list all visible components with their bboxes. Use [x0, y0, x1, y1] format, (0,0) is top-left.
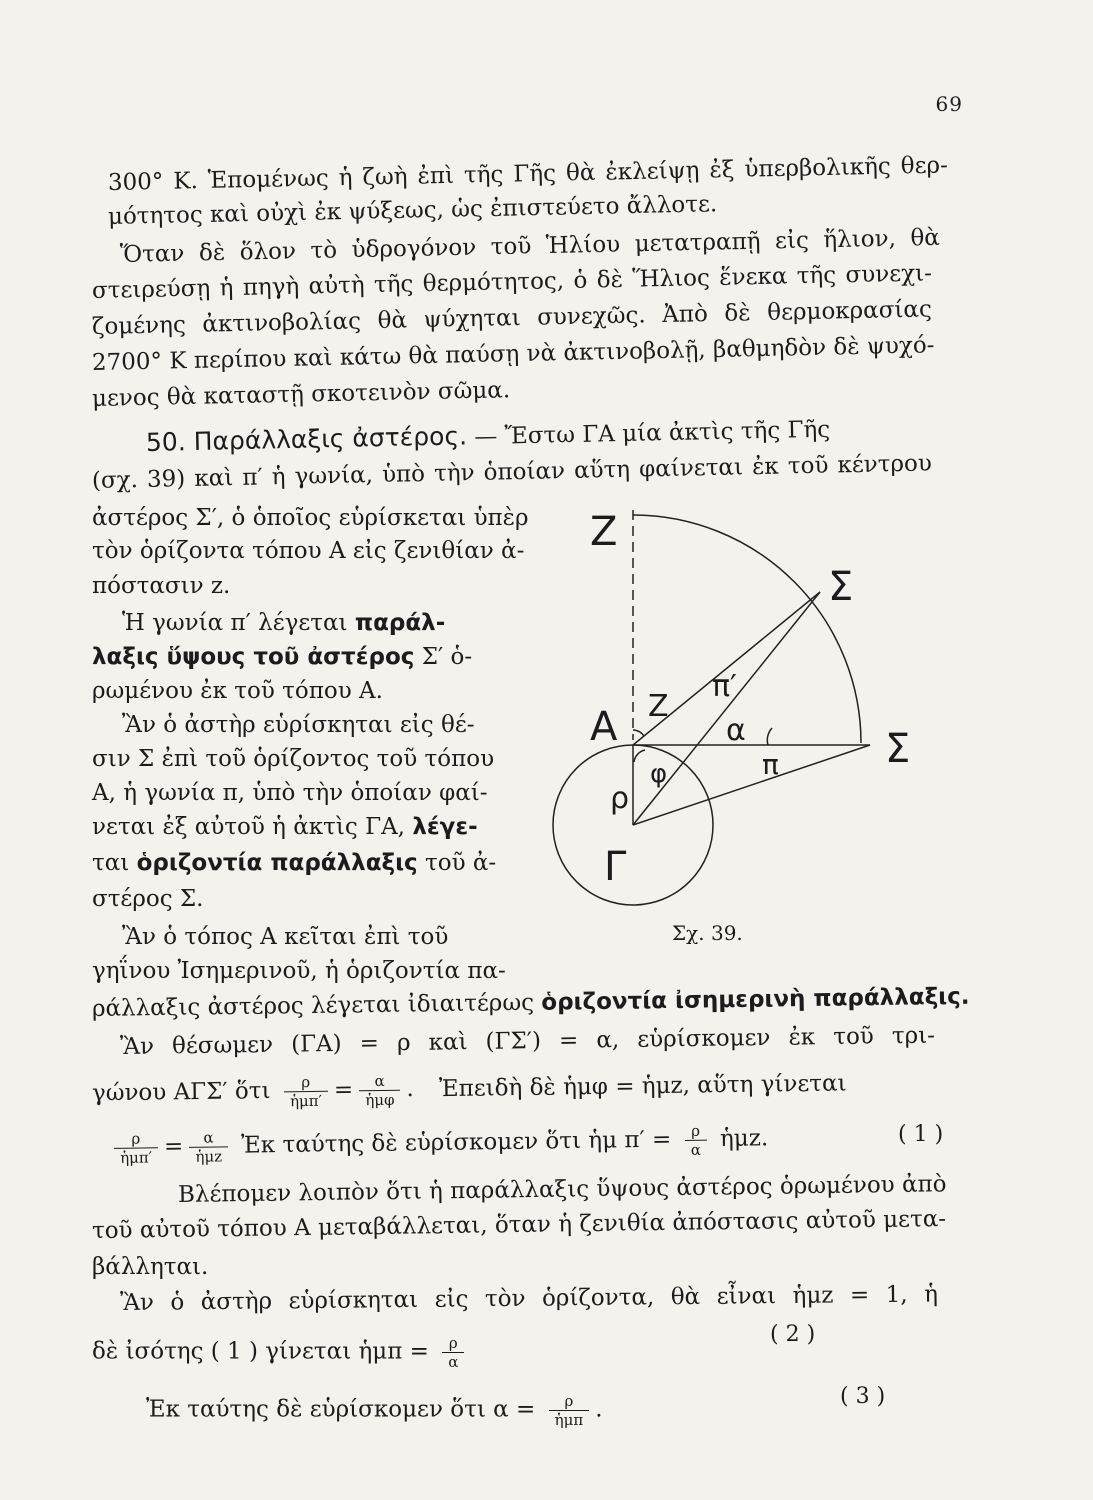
text-line	[122, 608, 445, 638]
equation-number: ( 1 )	[898, 1122, 944, 1147]
line-g-sigma	[633, 745, 870, 825]
equation-line: Ἐκ ταύτης δὲ εὑρίσκομεν ὅτι α = $\frac{\rho}{\text{ἡμπ}}$ .	[146, 1392, 603, 1429]
label-angle-z: Z	[648, 689, 669, 724]
label-pi-prime: π′	[712, 669, 737, 704]
text-line: ζομένης ἀκτινοβολίας θὰ ψύχηται συνεχῶς. Ἀπὸ δὲ θερμοκρασίας	[91, 296, 933, 340]
text-line: τὸν ὁρίζοντα τόπου Α εἰς ζενιθίαν ἀ-	[92, 538, 525, 564]
text-line: στέρος Σ.	[92, 886, 204, 912]
text-line: Ἂν ὁ τόπος Α κεῖται ἐπὶ τοῦ	[122, 924, 449, 950]
label-gamma: Γ	[604, 844, 627, 890]
label-a: A	[590, 704, 618, 750]
text-span: — Ἔστω ΓΑ μία ἀκτὶς τῆς Γῆς	[474, 416, 831, 451]
fraction: $\frac{\rho}{\text{ἡμπ′}}$	[114, 1129, 159, 1167]
term: λαξις ὕψους τοῦ ἀστέρος	[92, 644, 415, 670]
fraction: $\frac{\rho}{\text{ἡμπ}}$	[549, 1392, 590, 1429]
angle-z-arc	[633, 730, 644, 736]
text-line: Βλέπομεν λοιπὸν ὅτι ἡ παράλλαξις ὕψους ἀστέρος ὁρωμένου ἀπὸ	[177, 1171, 947, 1208]
text-line: πόστασιν z.	[92, 573, 231, 599]
text-span: γώνου ΑΓΣ′ ὅτι	[91, 1078, 271, 1107]
text-line: στειρεύσῃ ἡ πηγὴ αὐτὴ τῆς θερμότητος, ὁ δὲ Ἥλιος ἕνεκα τῆς συνεχι-	[91, 260, 933, 304]
text-span: Σ′ ὁ-	[421, 644, 473, 670]
text-line: Ὅταν δὲ ὅλον τὸ ὑδρογόνον τοῦ Ἡλίου μετατραπῇ εἰς ἥλιον, θὰ	[119, 224, 941, 268]
text-line: 300° Κ. Ἑπομένως ἡ ζωὴ ἐπὶ τῆς Γῆς θὰ ἐκλείψῃ ἐξ ὑπερβολικῆς θερ-	[107, 152, 949, 196]
text-line: (σχ. 39) καὶ π′ ἡ γωνία, ὑπὸ τὴν ὁποίαν αὕτη φαίνεται ἐκ τοῦ κέντρου	[91, 450, 933, 494]
text-line: σιν Σ ἐπὶ τοῦ ὁρίζοντος τοῦ τόπου	[92, 746, 495, 772]
term: ὁριζοντία ἰσημερινὴ παράλλαξις.	[541, 983, 970, 1016]
text-line: τοῦ αὐτοῦ τόπου Α μεταβάλλεται, ὅταν ἡ ζενιθία ἀπόστασις αὐτοῦ μετα-	[91, 1206, 947, 1244]
text-line: ρωμένου ἐκ τοῦ τόπου Α.	[92, 678, 383, 704]
text-line	[92, 982, 970, 1024]
equation-line	[92, 1334, 470, 1371]
fraction: $\frac{\alpha}{\text{ἡμφ}}$	[359, 1072, 401, 1110]
figure-caption: Σχ. 39.	[672, 921, 743, 945]
equation-number: ( 3 )	[840, 1384, 886, 1409]
angle-phi-arc	[634, 750, 645, 762]
term: λέγε-	[412, 814, 478, 840]
text-line: μότητος καὶ οὐχὶ ἐκ ψύξεως, ὡς ἐπιστεύετο ἄλλοτε.	[107, 191, 718, 230]
label-rho: ρ	[610, 781, 630, 816]
text-line: 2700° Κ περίπου καὶ κάτω θὰ παύσῃ νὰ ἀκτινοβολῇ, βαθμηδὸν δὲ ψυχό-	[91, 332, 935, 376]
text-span: τοῦ ἀ-	[425, 850, 497, 876]
text-span: Ἐκ ταύτης δὲ εὑρίσκομεν ὅτι α =	[146, 1396, 536, 1423]
text-span: ἡμz.	[719, 1125, 769, 1152]
text-line: Ἂν ὁ ἀστὴρ εὑρίσκηται εἰς τὸν ὁρίζοντα, θὰ εἶναι ἡμz = 1, ἡ	[119, 1281, 939, 1316]
equation-line: $\frac{\rho}{\text{ἡμπ′}}$ = $\frac{\alpha}{\text{ἡμz}}$ Ἐκ ταύτης δὲ εὑρίσκομεν ὅτι ἡμ π′ = $\frac{\rho}{\alpha}$ ἡμz.	[108, 1121, 769, 1167]
text-line: γηΐνου Ἰσημερινοῦ, ἡ ὁριζοντία πα-	[92, 958, 506, 984]
term: ὁριζοντία παράλλαξις	[136, 850, 418, 876]
fraction: $\frac{\rho}{\alpha}$	[442, 1334, 464, 1371]
page-number: 69	[935, 92, 963, 116]
text-span: Ἐπειδὴ δὲ ἡμφ = ἡμz, αὕτη γίνεται	[438, 1069, 847, 1102]
text-span: Ἡ γωνία π′ λέγεται	[122, 610, 348, 636]
angle-pi-arc	[767, 728, 772, 745]
text-line: ἀστέρος Σ′, ὁ ὁποῖος εὑρίσκεται ὑπὲρ	[92, 505, 529, 531]
text-span: ται	[92, 850, 130, 876]
fraction: $\frac{\rho}{\text{ἡμπ′}}$	[284, 1073, 329, 1111]
equation-number: ( 2 )	[770, 1322, 816, 1347]
equation-line: γώνου ΑΓΣ′ ὅτι $\frac{\rho}{\text{ἡμπ′}}$ = $\frac{\alpha}{\text{ἡμφ}}$ . Ἐπειδὴ δὲ ἡμφ = ἡμz, αὕτη γίνεται	[91, 1069, 847, 1111]
section-heading: 50. Παράλλαξις ἀστέρος.	[145, 421, 468, 457]
fraction: $\frac{\alpha}{\text{ἡμz}}$	[189, 1128, 228, 1166]
text-line: Ἂν ὁ ἀστὴρ εὑρίσκηται εἰς θέ-	[122, 712, 475, 738]
text-line	[92, 812, 478, 842]
text-span: Ἐκ ταύτης δὲ εὑρίσκομεν ὅτι ἡμ π′ =	[241, 1126, 672, 1159]
text-line	[92, 642, 472, 672]
label-pi: π	[762, 748, 779, 781]
text-line: βάλληται.	[92, 1254, 209, 1280]
text-span: νεται ἐξ αὐτοῦ ἡ ἀκτὶς ΓΑ,	[92, 814, 405, 840]
text-line: Α, ἡ γωνία π, ὑπὸ τὴν ὁποίαν φαί-	[92, 780, 488, 806]
label-alpha: α	[726, 713, 746, 748]
label-sigma-prime: Σ	[828, 564, 854, 610]
text-line	[92, 848, 496, 878]
label-phi: φ	[650, 759, 668, 789]
text-line: Ἂν θέσωμεν (ΓΑ) = ρ καὶ (ΓΣ′) = α, εὑρίσκομεν ἐκ τοῦ τρι-	[119, 1022, 936, 1060]
text-line: μενος θὰ καταστῇ σκοτεινὸν σῶμα.	[91, 377, 511, 412]
text-span: δὲ ἰσότης ( 1 ) γίνεται ἡμπ =	[92, 1338, 429, 1365]
fraction: $\frac{\rho}{\alpha}$	[684, 1122, 707, 1159]
term: παράλ-	[354, 610, 446, 636]
text-span: ράλλαξις ἀστέρος λέγεται ἰδιαιτέρως	[91, 989, 535, 1022]
label-zenith: Z	[590, 509, 618, 555]
label-sigma: Σ	[885, 726, 911, 772]
figure-39	[540, 500, 960, 960]
